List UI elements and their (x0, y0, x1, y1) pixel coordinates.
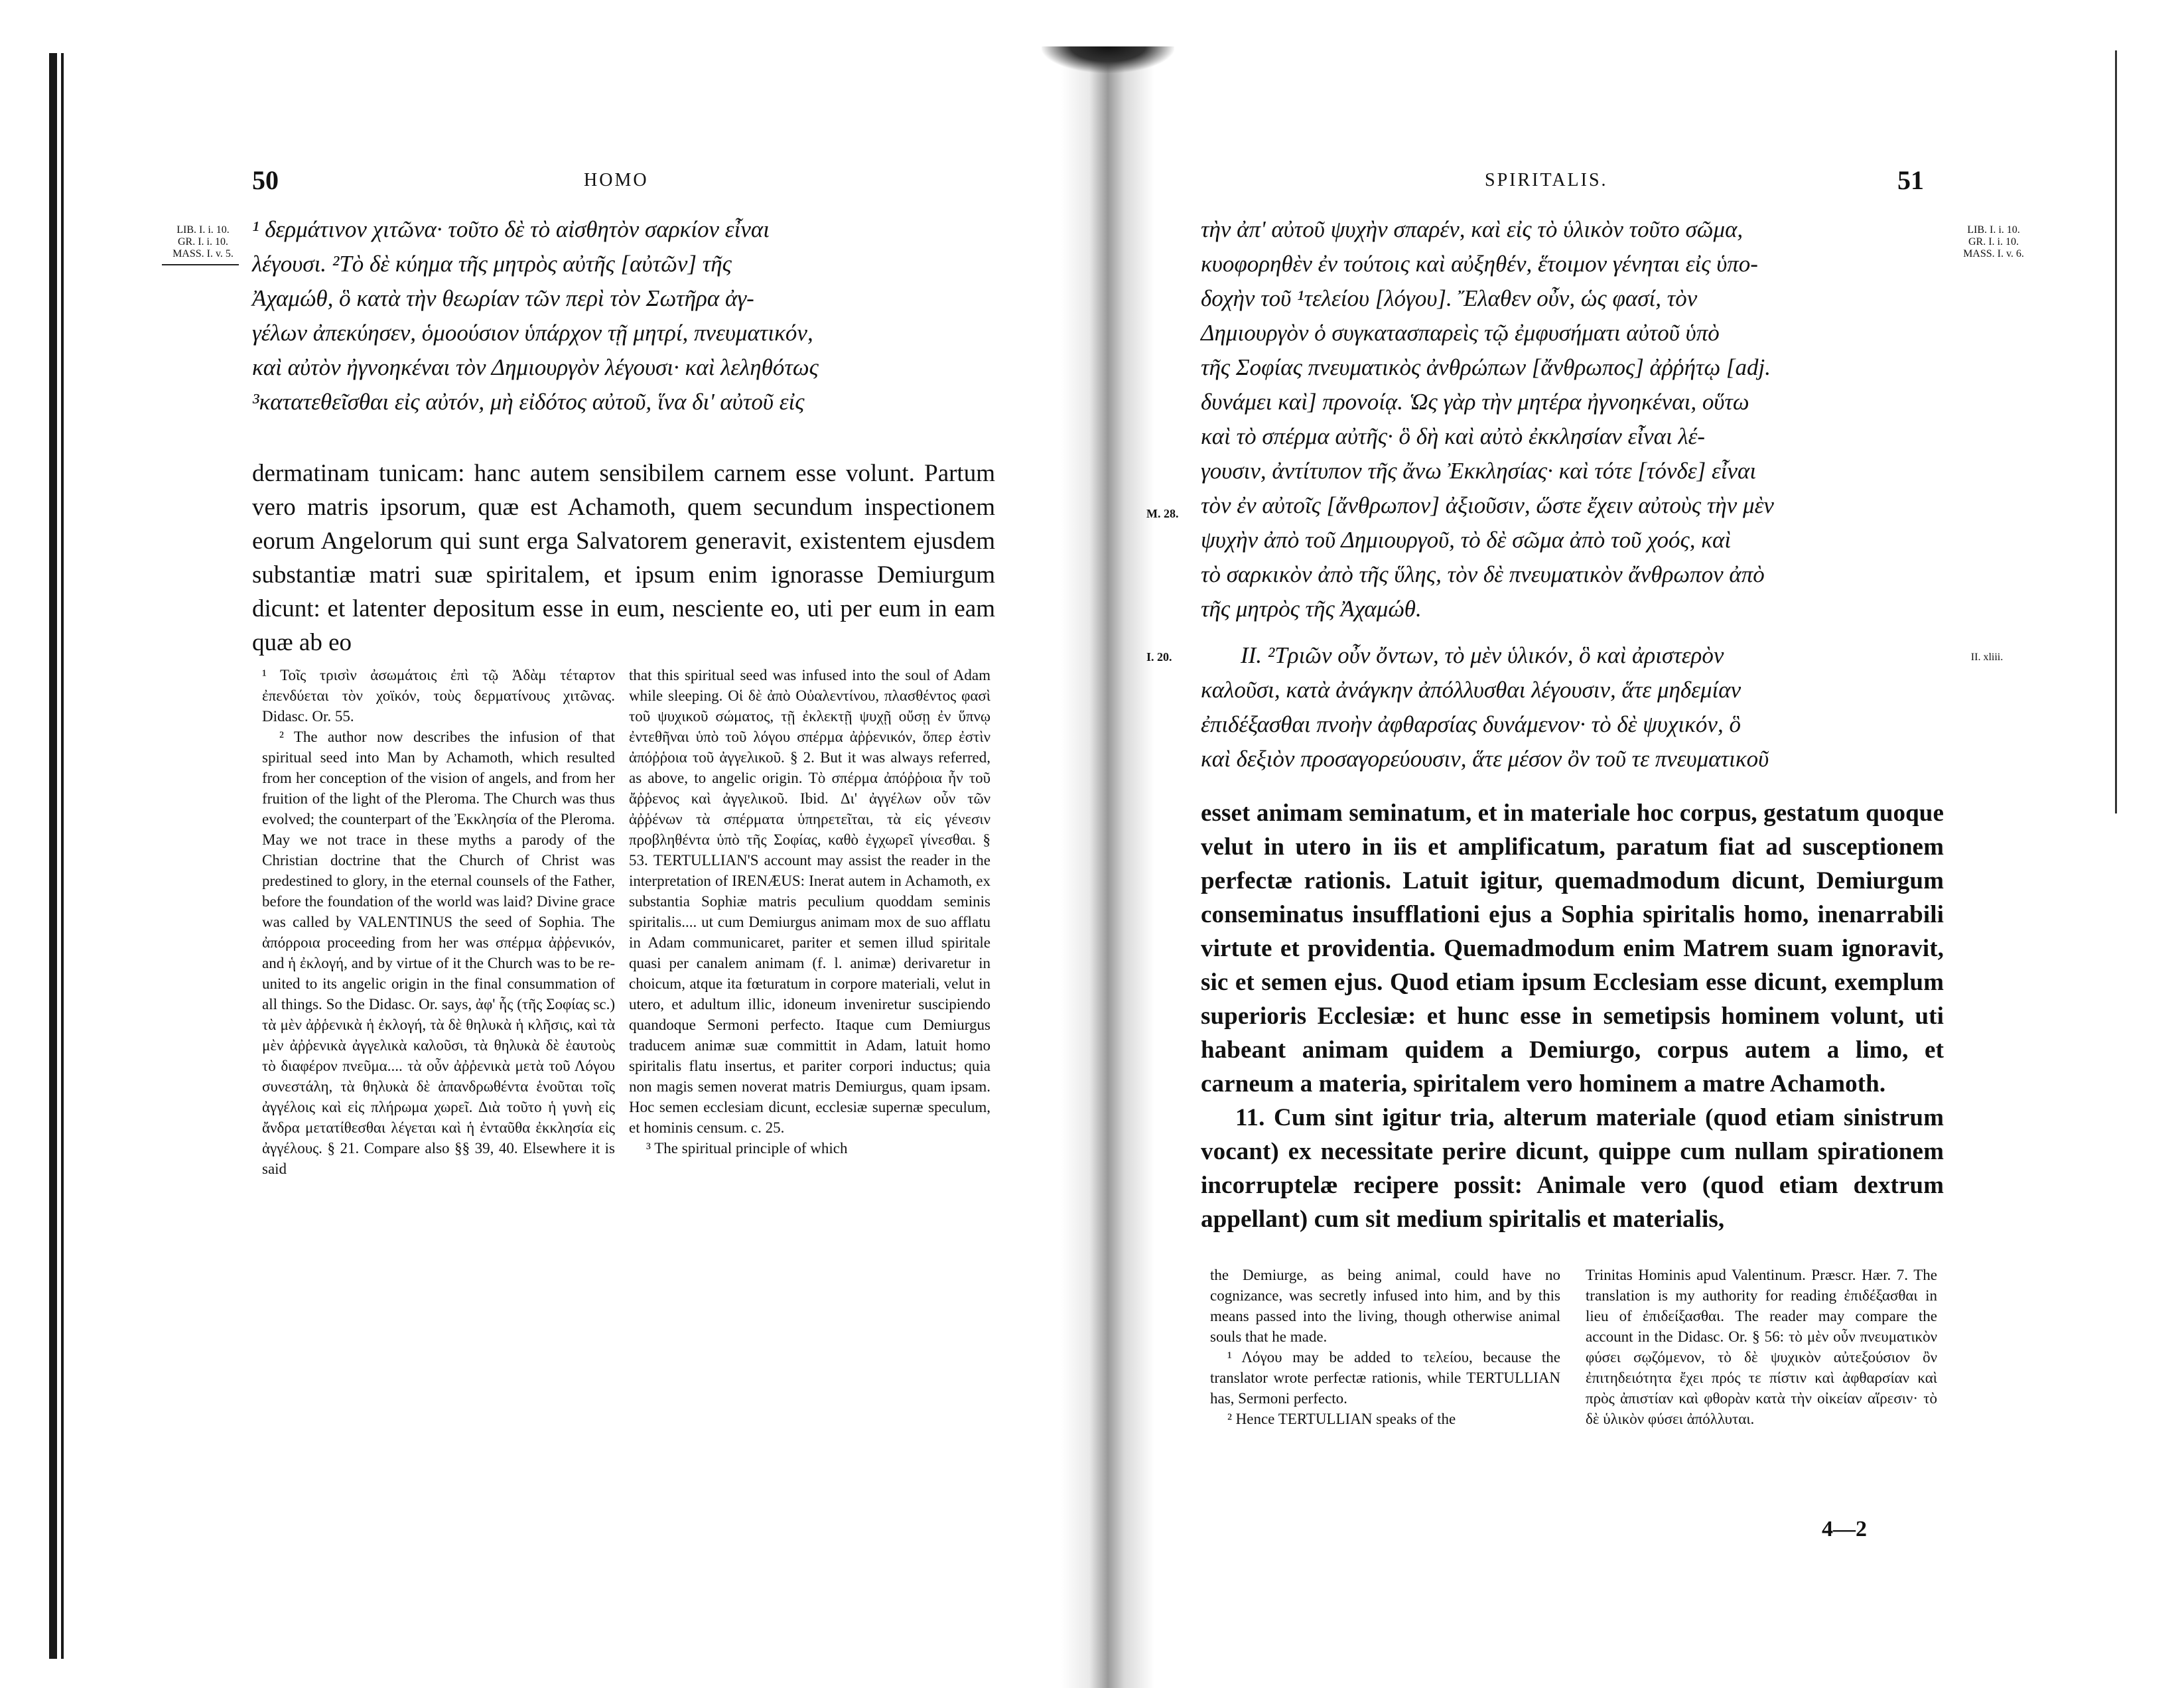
greek-line: γέλων ἀπεκύησεν, ὁμοούσιον ὑπάρχον τῇ μητρί, πνευματικόν, (252, 320, 813, 346)
footnote: that this spiritual seed was infused into the soul of Adam while sleeping. Οἱ δὲ ἀπὸ Οὐαλεντίνου, πλασθέντος φασὶ τοῦ ψυχικοῦ σώματος, τῇ ἐκλεκτῇ ψυχῇ οὔσῃ ἐν ὕπνῳ ἐντεθῆναι ὑπὸ τοῦ λόγου σπέρμα ἀῤῥενικόν, ὅπερ ἐστὶν ἀπόῤῥοια τοῦ ἀγγελικοῦ. § 2. But it was always referred, as above, to angelic origin. Τὸ σπέρμα ἀπόῤῥοια ἦν τοῦ ἄῤῥενος καὶ ἀγγελικοῦ. Ibid. Δι' ἀγγέλων οὖν τῶν ἀῤῥένων τὰ σπέρματα ὑπηρετεῖται, τὰ εἰς γένεσιν προβληθέντα ὑπὸ τῆς Σοφίας, καθὸ ἐγχωρεῖ γίνεσθαι. § 53. TERTULLIAN'S account may assist the reader in the interpretation of IRENÆUS: Inerat autem in Achamoth, ex substantia Sophiæ matris peculium quoddam seminis spiritalis.... ut cum Demiurgus animam mox de suo afflatu in Adam communicaret, pariter et semen illud spiritale quasi per canalem animam (f. l. animæ) derivaretur in choicum, atque ita fœturatum in corpore materiali, velut in utero, et adultum illic, idoneum inveniretur suscipiendo quandoque Sermoni perfecto. Itaque cum Demiurgus traducem animæ suæ committit in Adam, latuit homo spiritalis flatu insertus, et pariter corpori inductus; quia non magis semen noverat matris Demiurgus, quam ipsam. Hoc semen ecclesiam dicunt, ecclesiæ supernæ speculum, et hominis censum. c. 25. (629, 667, 990, 1136)
latin-paragraph: dermatinam tunicam: hanc autem sensibilem carnem esse volunt. Partum vero matris ipsorum, quæ est Achamoth, quem secundum inspectionem eorum Angelorum qui sunt erga Salvatorem generavit, existentem ejusdem substantiæ matri suæ spiritalem, et ipsum enim ignorasse Demiurgum dicunt: et latenter depositum esse in eum, nesciente eo, uti per eum in eam quæ ab eo (252, 460, 995, 656)
greek-line: ΙΙ. ²Τριῶν οὖν ὄντων, τὸ μὲν ὑλικόν, ὃ καὶ ἀριστερὸν (1241, 642, 1724, 668)
greek-line: τῆς μητρὸς τῆς Ἀχαμώθ. (1201, 596, 1422, 622)
greek-line: ³κατατεθεῖσθαι εἰς αὐτόν, μὴ εἰδότος αὐτοῦ, ἵνα δι' αὐτοῦ εἰς (252, 389, 805, 415)
greek-line: ψυχὴν ἀπὸ τοῦ Δημιουργοῦ, τὸ δὲ σῶμα ἀπὸ τοῦ χοός, καὶ (1201, 527, 1732, 553)
greek-line: τὸν ἐν αὐτοῖς [ἄνθρωπον] ἀξιοῦσιν, ὥστε ἔχειν αὐτοὺς τὴν μὲν (1201, 492, 1774, 518)
left-page-number: 50 (252, 165, 279, 195)
greek-line: τὸ σαρκικὸν ἀπὸ τῆς ὕλης, τὸν δὲ πνευματικὸν ἄνθρωπον ἀπὸ (1201, 561, 1765, 587)
right-running-head (1201, 165, 1944, 198)
greek-line: τὴν ἀπ' αὐτοῦ ψυχὴν σπαρέν, καὶ εἰς τὸ ὑλικὸν τοῦτο σῶμα, (1201, 216, 1743, 242)
footnote: Trinitas Hominis apud Valentinum. Præscr. Hær. 7. The translation is my authority for reading ἐπιδέξασθαι in lieu of ἐπιδείξασθαι. The reader may compare the account in the Didasc. Or. § 56: τὸ μὲν οὖν πνευματικὸν φύσει σῳζόμενον, τὸ δὲ ψυχικὸν αὐτεξούσιον ὂν ἐπιτηδειότητα ἔχει πρός τε πίστιν καὶ ἀφθαρσίαν καὶ πρὸς ἀπιστίαν καὶ φθορὰν κατὰ τὴν οἰκείαν αἵρεσιν· τὸ δὲ ὑλικὸν φύσει ἀπόλλυται. (1586, 1267, 1937, 1427)
greek-line: καὶ αὐτὸν ἠγνοηκέναι τὸν Δημιουργὸν λέγουσι· καὶ λεληθότως (252, 354, 819, 380)
left-latin-text (252, 457, 995, 660)
footnote: ¹ Λόγου may be added to τελείου, because the translator wrote perfectæ rationis, while TERTULLIAN has, Sermoni perfecto. (1210, 1349, 1560, 1407)
left-running-head (252, 165, 995, 198)
right-footnotes-column-2 (1586, 1265, 1937, 1429)
right-latin-text (1201, 796, 1944, 1236)
footnote: ³ The spiritual principle of which (646, 1140, 848, 1157)
margin-marker-m: M. 28. (1146, 507, 1179, 520)
greek-line: καὶ δεξιὸν προσαγορεύουσιν, ἅτε μέσον ὂν τοῦ τε πνευματικοῦ (1201, 746, 1769, 772)
book-gutter-top (1042, 46, 1174, 73)
left-page (172, 0, 995, 1688)
greek-line: ἐπιδέξασθαι πνοὴν ἀφθαρσίας δυνάμενον· τὸ δὲ ψυχικόν, ὃ (1201, 711, 1741, 737)
greek-line: δυνάμει καὶ] προνοίᾳ. Ὡς γὰρ τὴν μητέρα ἠγνοηκέναι, οὕτω (1201, 389, 1749, 415)
greek-line: Δημιουργὸν ὁ συγκατασπαρεὶς τῷ ἐμφυσήματι αὐτοῦ ὑπὸ (1201, 320, 1720, 346)
greek-line: λέγουσι. ²Τὸ δὲ κύημα τῆς μητρὸς αὐτῆς [αὐτῶν] τῆς (252, 251, 732, 277)
greek-line: καλοῦσι, κατὰ ἀνάγκην ἀπόλλυσθαι λέγουσιν, ἅτε μηδεμίαν (1201, 677, 1741, 703)
right-running-title: SPIRITALIS. (1485, 170, 1608, 190)
greek-line: δοχὴν τοῦ ¹τελείου [λόγου]. Ἔλαθεν οὖν, ὡς φασί, τὸν (1201, 285, 1698, 311)
footnote: ¹ Τοῖς τρισὶν ἀσωμάτοις ἐπὶ τῷ Ἀδὰμ τέταρτον ἐπενδύεται τὸν χοϊκόν, τοὺς δερματίνους χιτῶνας. Didasc. Or. 55. (262, 667, 615, 725)
latin-paragraph: 11. Cum sint igitur tria, alterum materiale (quod etiam sinistrum vocant) ex necessitate perire dicunt, quippe cum nullam spirationem incorruptelæ recipere possit: Animale vero (quod etiam dextrum appellant) cum sit medium spiritalis et materialis, (1201, 1104, 1944, 1233)
book-binding-edge-inner (61, 53, 64, 1659)
greek-line: Ἀχαμώθ, ὃ κατὰ τὴν θεωρίαν τῶν περὶ τὸν Σωτῆρα ἀγ- (252, 285, 754, 311)
right-footnotes-column-1 (1210, 1265, 1560, 1429)
greek-line: καὶ τὸ σπέρμα αὐτῆς· ὃ δὴ καὶ αὐτὸ ἐκκλησίαν εἶναι λέ- (1201, 423, 1706, 449)
left-footnotes-column-2 (629, 665, 990, 1159)
right-page-number: 51 (1897, 165, 1924, 195)
page-edge-line (2115, 50, 2117, 813)
left-footnotes-column-1 (262, 665, 615, 1179)
margin-section-ref: II. xliii. (1970, 652, 2004, 663)
footnote: ² Hence TERTULLIAN speaks of the (1227, 1411, 1456, 1427)
book-binding-edge (49, 53, 57, 1659)
printer-signature: 4—2 (1822, 1517, 1867, 1541)
greek-line: ¹ δερμάτινον χιτῶνα· τοῦτο δὲ τὸ αἰσθητὸν σαρκίον εἶναι (252, 216, 770, 242)
latin-paragraph: esset animam seminatum, et in materiale hoc corpus, gestatum quoque velut in utero in iis et amplificatum, paratum fiat ad susceptionem perfectæ rationis. Latuit igitur, quemadmodum dicunt, Demiurgum conseminatus insufflationi ejus a Sophia spiritalis homo, inenarrabili virtute et providentia. Quemadmodum enim Matrem suam ignoravit, sic et semen ejus. Quod etiam ipsum Ecclesiam esse dicunt, exemplum superioris Ecclesiæ: et hunc esse in semetipsis hominem volunt, uti habeant animam quidem a Demiurgo, corpus autem a limo, et carneum a materia, spiritalem vero hominem a matre Achamoth. (1201, 800, 1944, 1097)
margin-marker-g: Ι. 20. (1146, 650, 1172, 664)
book-gutter (1061, 46, 1154, 1688)
greek-line: τῆς Σοφίας πνευματικὸς ἀνθρώπων [ἄνθρωπος] ἀῤῥήτῳ [adj. (1201, 354, 1771, 380)
greek-line: γουσιν, ἀντίτυπον τῆς ἄνω Ἐκκλησίας· καὶ τότε [τόνδε] εἶναι (1201, 458, 1757, 484)
right-page (1146, 0, 2024, 1688)
greek-line: κυοφορηθὲν ἐν τούτοις καὶ αὐξηθέν, ἕτοιμον γένηται εἰς ὑπο- (1201, 251, 1758, 277)
right-margin-reference: LIB. I. i. 10. GR. I. i. 10. MASS. I. v. 6. (1963, 224, 2024, 259)
left-margin-rule (162, 264, 239, 265)
left-running-title: HOMO (584, 170, 649, 190)
footnote: ² The author now describes the infusion of that spiritual seed into Man by Achamoth, which resulted from her conception of the vision of angels, and from her fruition of the light of the Pleroma. The Church was thus evolved; the counterpart of the Ἐκκλησία of the Pleroma. May we not trace in these myths a parody of the Christian doctrine that the Church of Christ was predestined to glory, in the eternal counsels of the Father, before the foundation of the world was laid? Divine grace was called by VALENTINUS the seed of Sophia. The ἀπόρροια proceeding from her was σπέρμα ἀῤῥενικόν, and ἡ ἐκλογή, and by virtue of it the Church was to be re-united to its angelic origin in the final consummation of all things. So the Didasc. Or. says, ἀφ' ἧς (τῆς Σοφίας sc.) τὰ μὲν ἀῤῥενικὰ ἡ ἐκλογή, τὰ δὲ θηλυκὰ ἡ κλῆσις, καὶ τὰ μὲν ἀῤῥενικὰ ἀγγελικὰ καλοῦσι, τὰ θηλυκὰ δὲ ἑαυτοὺς τὸ διαφέρον πνεῦμα.... τὰ οὖν ἀῤῥενικὰ μετὰ τοῦ Λόγου συνεστάλη, τὰ θηλυκὰ δὲ ἀπανδρωθέντα ἑνοῦται τοῖς ἀγγέλοις καὶ εἰς πλήρωμα χωρεῖ. Διὰ τοῦτο ἡ γυνὴ εἰς ἄνδρα μετατίθεσθαι λέγεται καὶ ἡ ἐνταῦθα ἐκκλησία εἰς ἀγγέλους. § 21. Compare also §§ 39, 40. Elsewhere it is said (262, 729, 615, 1177)
footnote: the Demiurge, as being animal, could have no cognizance, was secretly infused into him, and by this means passed into the living, though otherwise animal souls that he made. (1210, 1267, 1560, 1345)
left-margin-reference: LIB. I. i. 10. GR. I. i. 10. MASS. I. v. 5. (172, 224, 234, 259)
